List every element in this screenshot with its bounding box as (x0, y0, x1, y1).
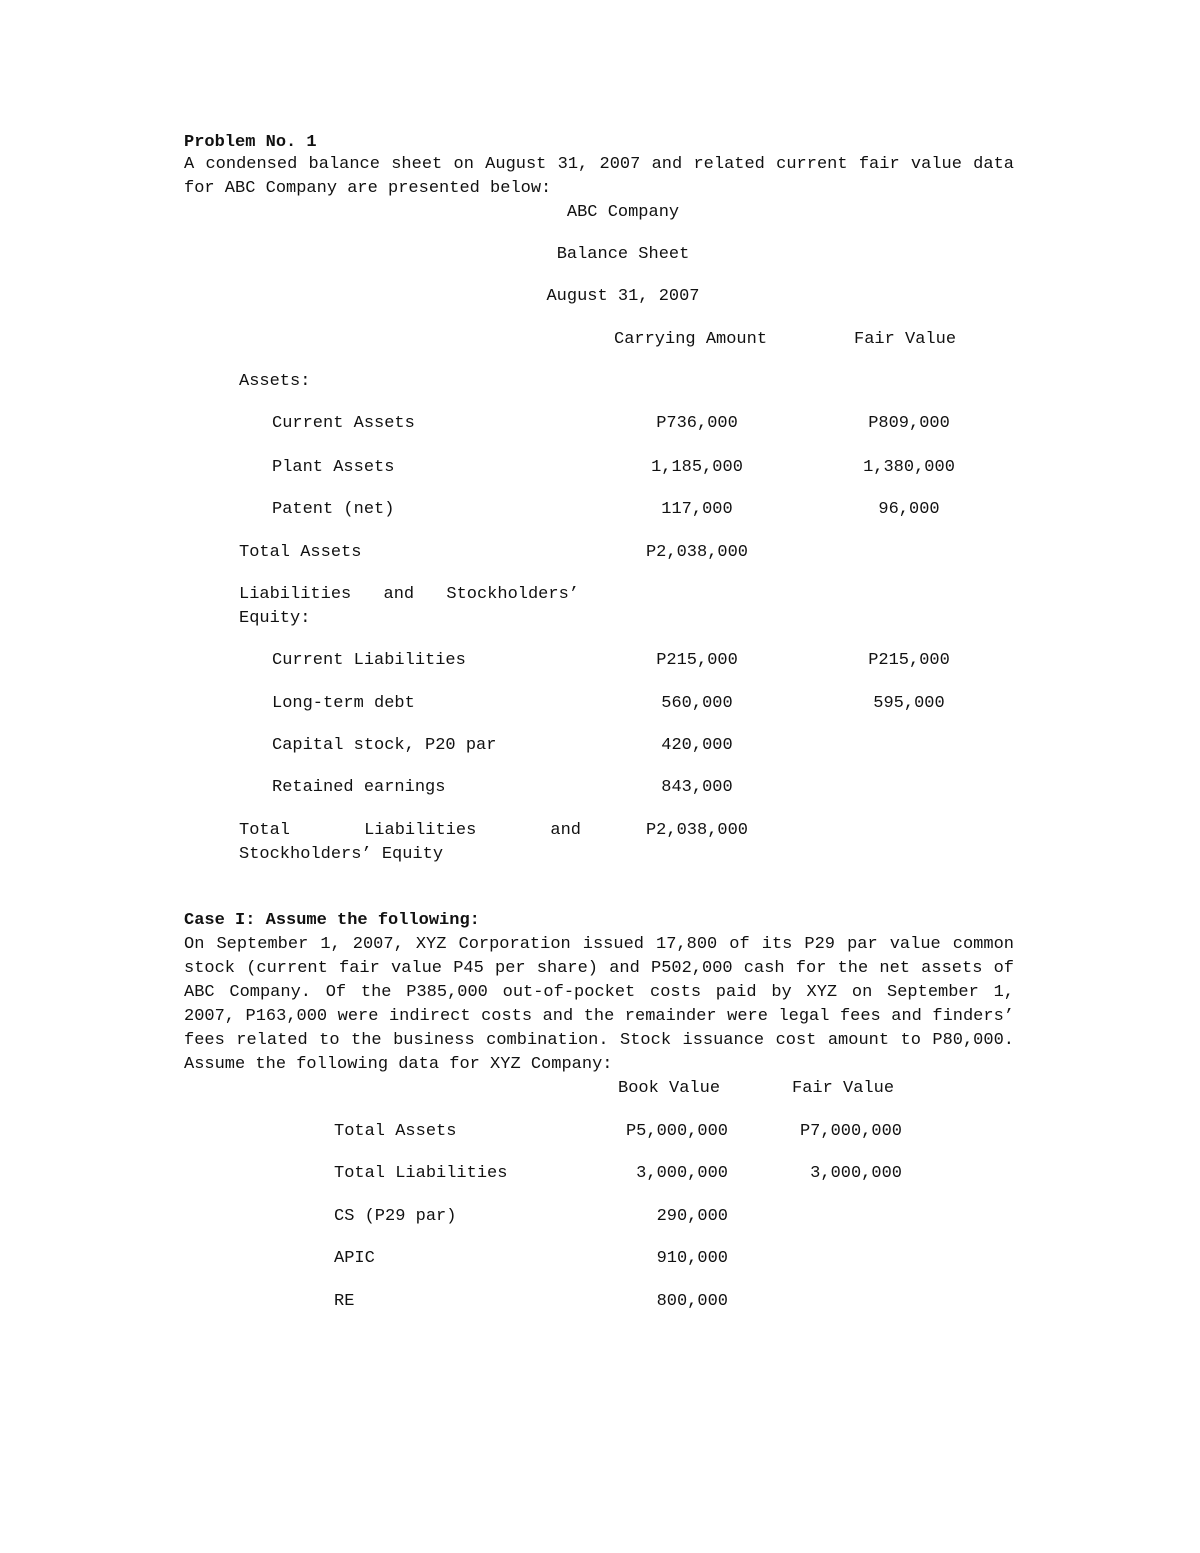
case-text: On September 1, 2007, XYZ Corporation issued 17,800 of its P29 par value common stock (current fair value P45 per share) and P502,000 cash for the net assets of ABC Company. Of the P385,000 out-of-pocket costs paid by XYZ on September 1, 2007, P163,000 were indirect costs and the remainder were legal fees and finders’ fees related to the business combination. Stock issuance cost amount to P80,000. Assume the following data for XYZ Company: (184, 935, 1014, 1074)
fair-value: P215,000 (868, 651, 950, 670)
fair-value: P7,000,000 (799, 1122, 902, 1141)
carrying-amount: 420,000 (661, 736, 733, 755)
column-header-fair: Fair Value (854, 330, 957, 349)
carrying-amount: 117,000 (661, 500, 733, 519)
case-heading: Case I: Assume the following: (184, 911, 480, 930)
fair-value: 1,380,000 (863, 458, 955, 477)
fair-value: P809,000 (868, 414, 950, 433)
statement-name: Balance Sheet (556, 245, 690, 264)
column-header-carrying: Carrying Amount (614, 330, 768, 349)
column-header-book: Book Value (618, 1079, 721, 1098)
statement-date: August 31, 2007 (546, 287, 700, 306)
problem-title: Problem No. 1 (184, 133, 317, 152)
liabilities-heading: Liabilities and Stockholders’ Equity: (239, 585, 579, 628)
row-label: Total Liabilities and Stockholders’ Equity (239, 821, 581, 864)
carrying-amount: P736,000 (656, 414, 738, 433)
fair-value: 595,000 (873, 694, 945, 713)
assets-heading: Assets: (239, 372, 311, 391)
carrying-amount: 843,000 (661, 778, 733, 797)
row-label: Patent (net) (272, 500, 395, 519)
book-value: 3,000,000 (636, 1164, 728, 1183)
row-label: Capital stock, P20 par (272, 736, 497, 755)
book-value: 290,000 (656, 1207, 728, 1226)
carrying-amount: P2,038,000 (645, 821, 749, 840)
carrying-amount: P215,000 (656, 651, 738, 670)
carrying-amount: 560,000 (661, 694, 733, 713)
row-label: CS (P29 par) (334, 1207, 457, 1226)
row-label: RE (334, 1292, 355, 1311)
company-name: ABC Company (566, 203, 680, 222)
row-label: Current Assets (272, 414, 415, 433)
book-value: P5,000,000 (625, 1122, 728, 1141)
book-value: 910,000 (656, 1249, 728, 1268)
row-label: Plant Assets (272, 458, 395, 477)
row-label: Retained earnings (272, 778, 446, 797)
row-label: Total Assets (334, 1122, 457, 1141)
carrying-amount: 1,185,000 (651, 458, 743, 477)
row-label: APIC (334, 1249, 375, 1268)
carrying-amount: P2,038,000 (645, 543, 749, 562)
problem-intro: A condensed balance sheet on August 31, 2007 and related current fair value data for ABC Company are presented below: (184, 155, 1014, 198)
fair-value: 96,000 (878, 500, 940, 519)
row-label: Total Assets (239, 543, 362, 562)
column-header-fair: Fair Value (792, 1079, 895, 1098)
row-label: Total Liabilities (334, 1164, 508, 1183)
row-label: Long-term debt (272, 694, 415, 713)
fair-value: 3,000,000 (810, 1164, 902, 1183)
row-label: Current Liabilities (272, 651, 466, 670)
book-value: 800,000 (656, 1292, 728, 1311)
